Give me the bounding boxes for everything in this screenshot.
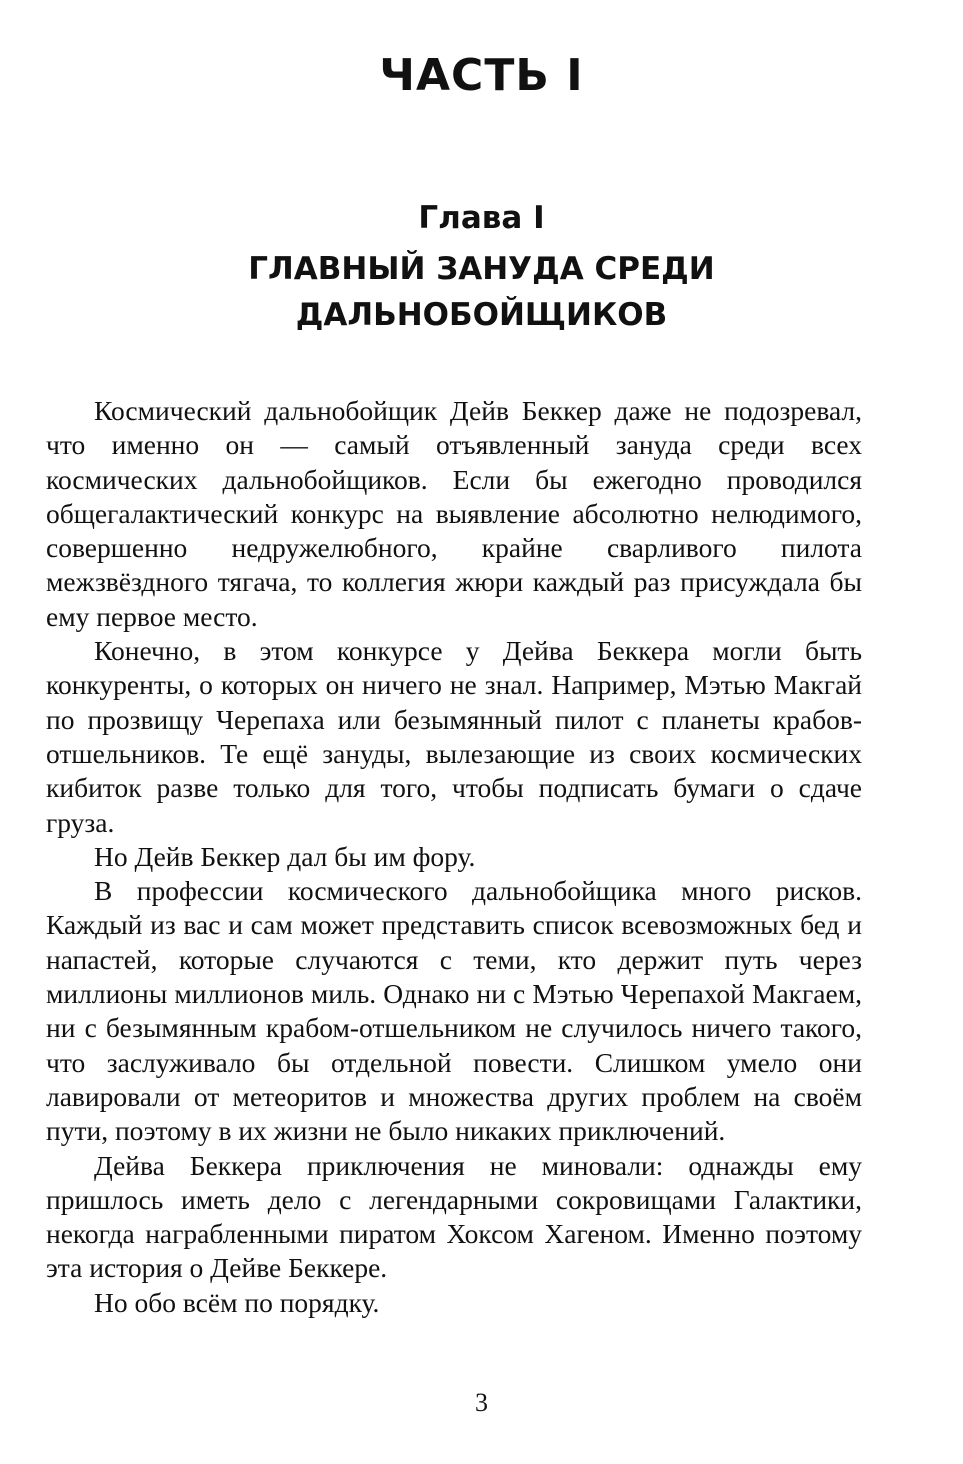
chapter-title-line-1: ГЛАВНЫЙ ЗАНУДА СРЕДИ: [248, 251, 715, 287]
paragraph: Но обо всём по порядку.: [94, 1286, 380, 1318]
chapter-title: [0, 246, 963, 338]
part-title: ЧАСТЬ I: [379, 50, 584, 101]
paragraph: В профессии космического дальнобойщика много рисков. Каждый из вас и сам может представить список всевозможных бед и напастей, которые случаются с теми, кто держит путь через миллионы миллионов миль. Однако ни с Мэтью Черепахой Макгаем, ни с безымянным крабом-отшельником не случилось ничего такого, что заслуживало бы отдельной повести. Слишком умело они лавировали от метеоритов и множества других проблем на своём пути, поэтому в их жизни не было никаких приключений.: [46, 875, 862, 1147]
paragraph: Конечно, в этом конкурсе у Дейва Беккера могли быть конкуренты, о которых он ничего не знал. Например, Мэтью Макгай по прозвищу Черепаха или безымянный пилот с планеты крабов-отшельников. Те ещё зануды, вылезающие из своих космических кибиток разве только для того, чтобы подписать бумаги о сдаче груза.: [46, 635, 862, 838]
paragraph: Дейва Беккера приключения не миновали: однажды ему пришлось иметь дело с легендарными сокровищами Галактики, некогда награбленными пиратом Хоксом Хагеном. Именно поэтому эта история о Дейве Беккере.: [46, 1149, 862, 1284]
paragraph: Но Дейв Беккер дал бы им фору.: [94, 840, 476, 872]
body-text: [46, 394, 862, 1320]
paragraph: Космический дальнобойщик Дейв Беккер даже не подозревал, что именно он — самый отъявленный зануда среди всех космических дальнобойщиков. Если бы ежегодно проводился общегалактический конкурс на выявление абсолютно нелюдимого, совершенно недружелюбного, крайне сварливого пилота межзвёздного тягача, то коллегия жюри каждый раз присуждала бы ему первое место.: [46, 395, 862, 632]
page-number: 3: [475, 1388, 488, 1417]
chapter-title-line-2: ДАЛЬНОБОЙЩИКОВ: [295, 297, 668, 333]
chapter-label: Глава I: [418, 200, 545, 236]
